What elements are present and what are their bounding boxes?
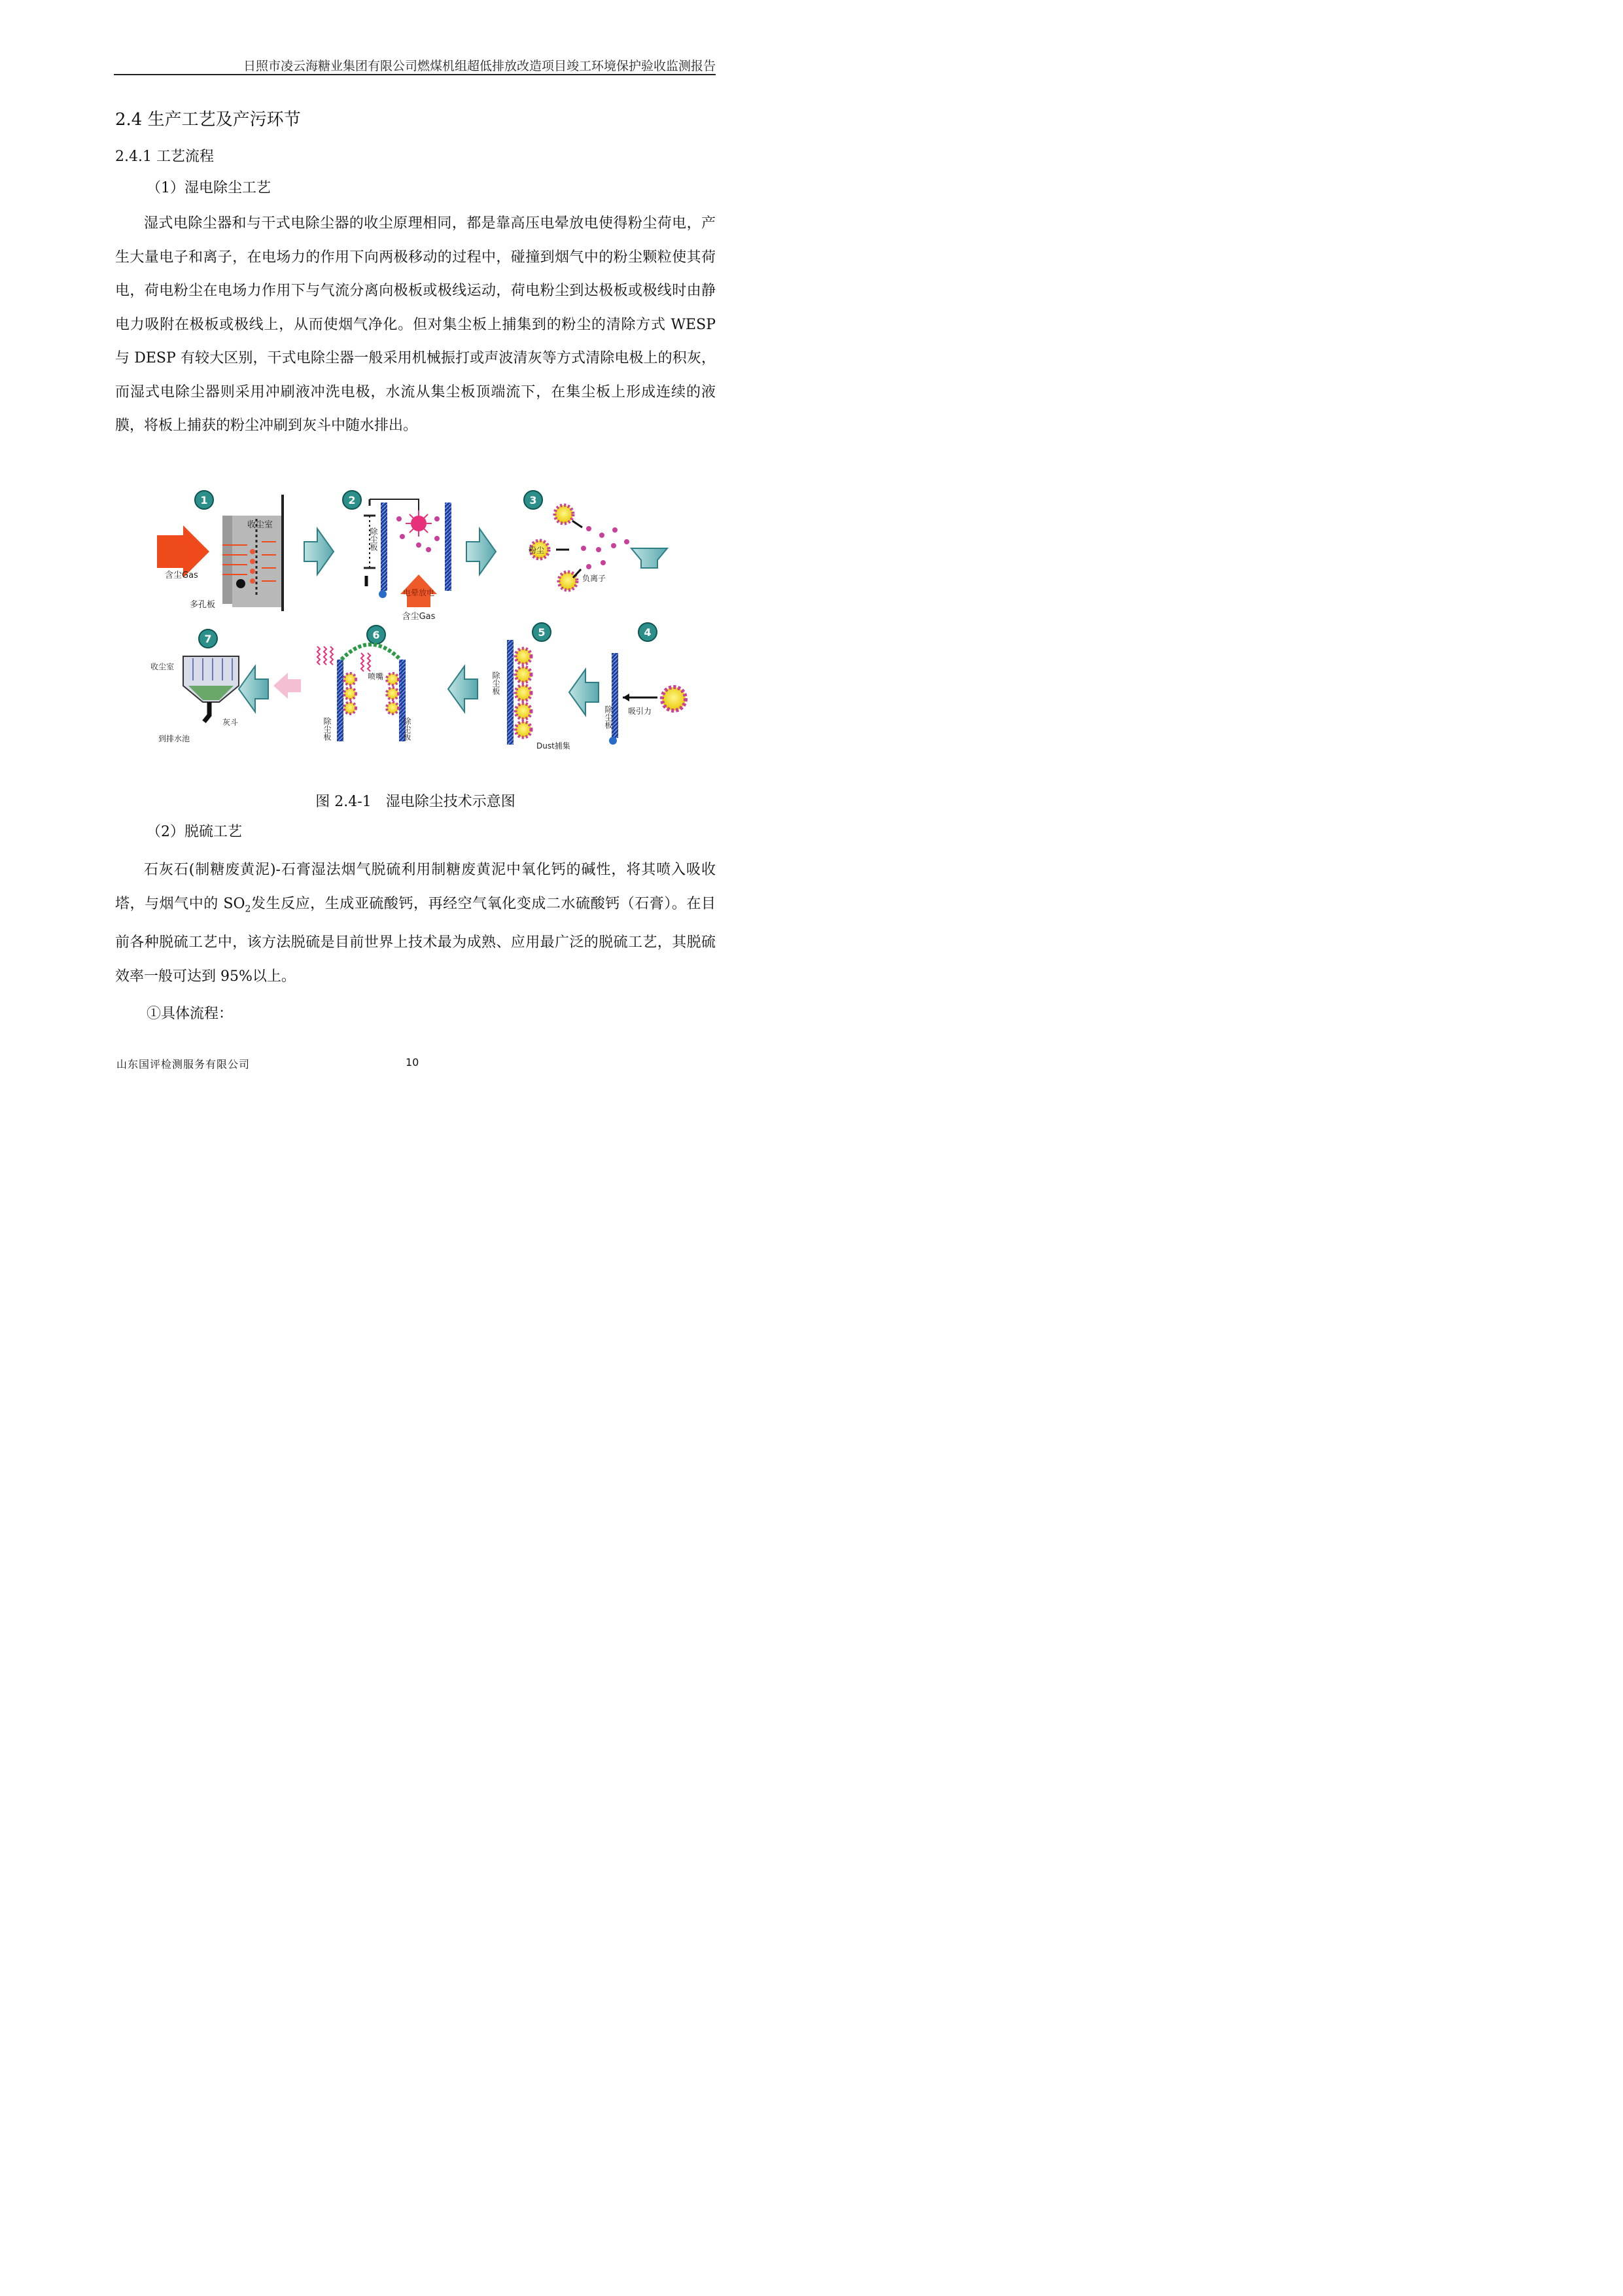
wesp-diagram (150, 489, 693, 771)
label-collection-room-7: 收尘室 (150, 662, 175, 671)
item1-text: 湿式电除尘器和与干式电除尘器的收尘原理相同，都是靠高压电晕放电使得粉尘荷电，产生大量电子和离子，在电场力的作用下向两极移动的过程中，碰撞到烟气中的粉尘颗粒使其荷电，荷电粉尘在电场力作用下与气流分离向极板或极线运动，荷电粉尘到达极板或极线时由静电力吸附在极板或极线上，从而使烟气净化。但对集尘板上捕集到的粉尘的清除方式 WESP 与 DESP 有较大区别，干式电除尘器一般采用机械振打或声波清灰等方式清除电极上的积灰，而湿式电除尘器则采用冲刷液冲洗电极，水流从集尘板顶端流下，在集尘板上形成连续的液膜，将板上捕获的粉尘冲刷到灰斗中随水排出。 (115, 215, 716, 434)
svg-text:5: 5 (538, 626, 546, 639)
step-4-panel (604, 623, 686, 745)
so2-subscript: 2 (245, 903, 251, 914)
section-heading: 2.4 生产工艺及产污环节 (115, 110, 301, 130)
label-dusty-gas-2: 含尘Gas (402, 612, 436, 622)
flow-arrow-icon (304, 529, 334, 574)
item2-paragraph (115, 853, 716, 993)
label-attraction: 吸引力 (628, 707, 652, 716)
item2-text-b: 发生反应，生成亚硫酸钙，再经空气氧化变成二水硫酸钙（石膏）。在目前各种脱硫工艺中，该方法脱硫是目前世界上技术最为成熟、应用最广泛的脱硫工艺，其脱硫效率一般可达到 95%以上。 (115, 895, 716, 985)
label-collector-plate-6b: 除尘板 (402, 717, 411, 741)
step-5-panel (491, 623, 570, 751)
step-3-panel (524, 491, 667, 590)
wesp-diagram-svg (150, 489, 693, 771)
label-collector-plate-5: 除尘板 (491, 671, 500, 695)
step-1-number: 1 (200, 494, 208, 506)
page-number: 10 (406, 1056, 419, 1069)
label-dust-particle: 粉尘 (529, 546, 545, 555)
label-negative-ion: 负离子 (582, 574, 606, 583)
step-7-panel (150, 629, 239, 743)
step-2-panel (343, 491, 451, 622)
label-corona: 电晕放电 (402, 588, 435, 597)
item2-title: （2）脱硫工艺 (147, 824, 242, 840)
header-divider (114, 74, 716, 75)
svg-text:2: 2 (348, 494, 356, 506)
figure-caption: 图 2.4-1 湿电除尘技术示意图 (315, 794, 515, 810)
process-step-label: ①具体流程： (147, 1006, 234, 1022)
page-header: 日照市凌云海糖业集团有限公司燃煤机组超低排放改造项目竣工环境保护验收监测报告 (243, 59, 716, 73)
label-collector-plate-6a: 除尘板 (323, 717, 332, 741)
svg-text:7: 7 (204, 633, 212, 645)
svg-text:3: 3 (529, 494, 537, 506)
step-6-panel (273, 626, 411, 741)
label-collector-plate-4: 除尘板 (604, 705, 613, 729)
label-spray: 喷嘴 (368, 672, 384, 681)
item2-text (115, 853, 716, 993)
svg-text:4: 4 (644, 626, 652, 639)
item1-title: （1）湿电除尘工艺 (147, 180, 271, 196)
label-collector-plate-2: 除尘板 (369, 527, 378, 551)
step-1-panel (157, 491, 284, 611)
label-perforated-plate: 多孔板 (190, 600, 216, 610)
label-hopper: 灰斗 (222, 718, 239, 727)
label-dusty-gas: 含尘Gas (165, 571, 198, 580)
label-collection-room: 收尘室 (247, 520, 273, 530)
item2-text-a: 石灰石(制糖废黄泥)-石膏湿法烟气脱硫利用制糖废黄泥中氧化钙的碱性，将其喷入吸收塔，与烟气中的 SO (115, 862, 716, 912)
subsection-heading: 2.4.1 工艺流程 (115, 149, 214, 165)
footer-company: 山东国评检测服务有限公司 (116, 1058, 251, 1070)
label-dust-capture: Dust捕集 (536, 741, 570, 751)
svg-text:6: 6 (372, 629, 380, 641)
label-to-drain: 到排水池 (158, 734, 190, 743)
item1-paragraph (115, 207, 716, 443)
